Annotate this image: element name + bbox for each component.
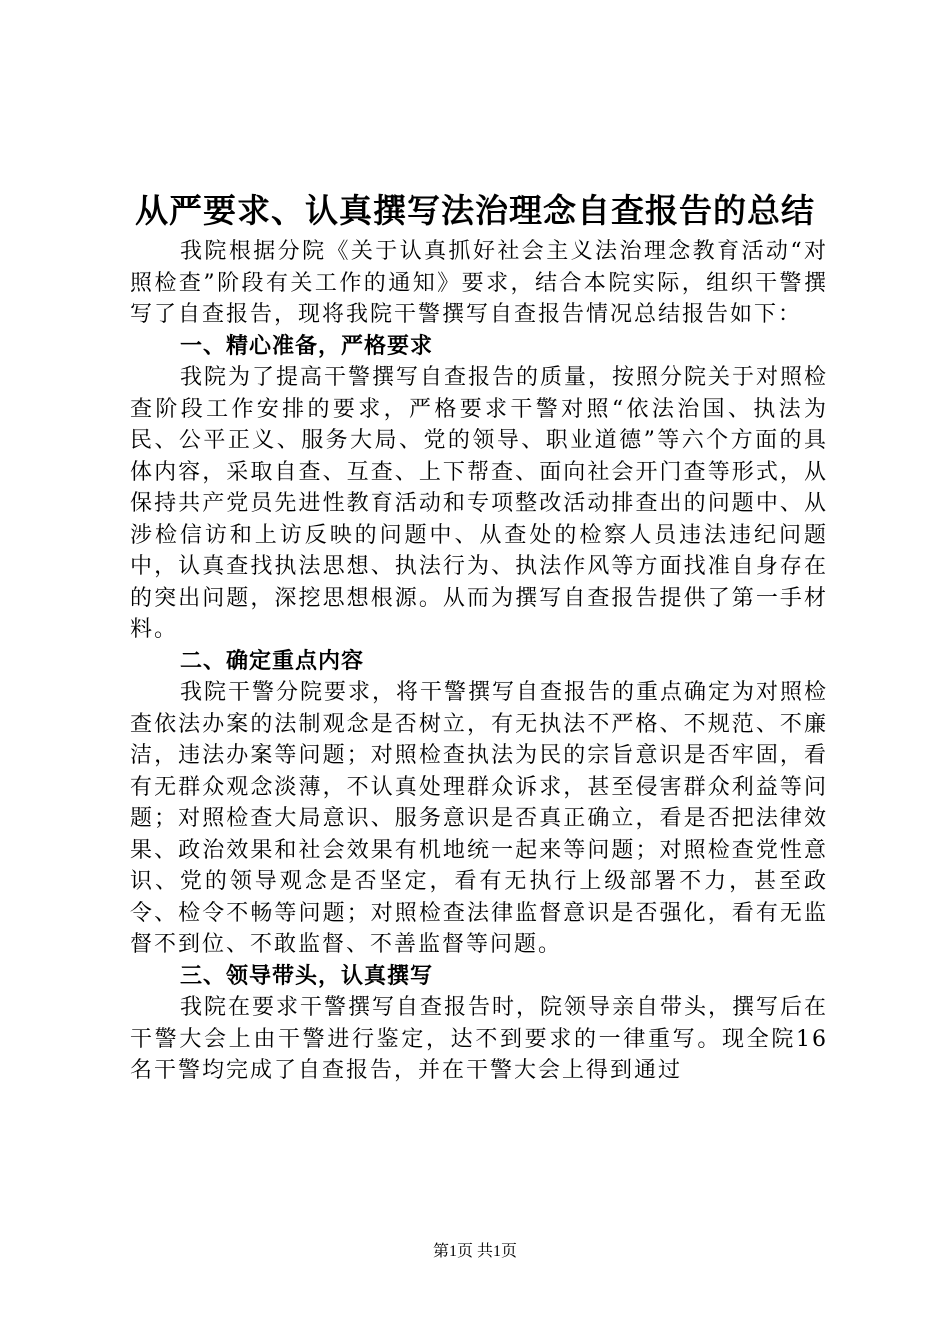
section-paragraph-2: 我院干警分院要求，将干警撰写自查报告的重点确定为对照检查依法办案的法制观念是否树立，有无执法不严格、不规范、不廉洁，违法办案等问题；对照检查执法为民的宗旨意识是否牢固，看有无群众观念淡薄，不认真处理群众诉求，甚至侵害群众利益等问题；对照检查大局意识、服务意识是否真正确立，看是否把法律效果、政治效果和社会效果有机地统一起来等问题；对照检查党性意识、党的领导观念是否坚定，看有无执行上级部署不力，甚至政令、检令不畅等问题；对照检查法律监督意识是否强化，看有无监督不到位、不敢监督、不善监督等问题。 (130, 680, 829, 957)
document-title: 从严要求、认真撰写法治理念自查报告的总结 (135, 191, 815, 230)
intro-paragraph: 我院根据分院《关于认真抓好社会主义法治理念教育活动“对照检查”阶段有关工作的通知》要求，结合本院实际，组织干警撰写了自查报告，现将我院干警撰写自查报告情况总结报告如下： (130, 239, 828, 327)
section-paragraph-3: 我院在要求干警撰写自查报告时，院领导亲自带头，撰写后在干警大会上由干警进行鉴定，达不到要求的一律重写。现全院16名干警均完成了自查报告，并在干警大会上得到通过 (130, 995, 829, 1083)
section-heading-1: 一、精心准备，严格要求 (180, 333, 434, 359)
section-heading-3: 三、领导带头，认真撰写 (180, 963, 434, 989)
page-number-footer: 第1页 共1页 (432, 1243, 517, 1260)
section-heading-2: 二、确定重点内容 (180, 648, 365, 674)
section-paragraph-1: 我院为了提高干警撰写自查报告的质量，按照分院关于对照检查阶段工作安排的要求，严格要求干警对照“依法治国、执法为民、公平正义、服务大局、党的领导、职业道德”等六个方面的具体内容，采取自查、互查、上下帮查、面向社会开门查等形式，从保持共产党员先进性教育活动和专项整改活动排查出的问题中、从涉检信访和上访反映的问题中、从查处的检察人员违法违纪问题中，认真查找执法思想、执法行为、执法作风等方面找准自身存在的突出问题，深挖思想根源。从而为撰写自查报告提供了第一手材料。 (130, 365, 829, 642)
document-body (130, 236, 828, 1087)
